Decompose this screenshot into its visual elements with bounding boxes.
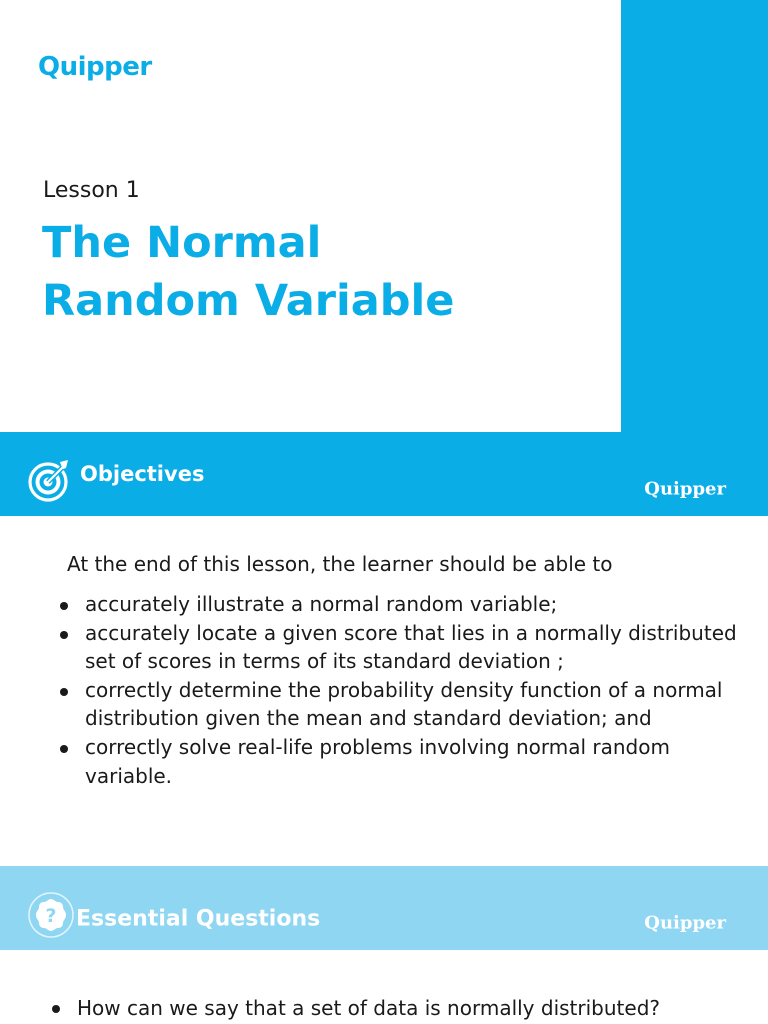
objectives-title: Objectives [80, 462, 205, 486]
list-item: How can we say that a set of data is normally distributed? [50, 994, 760, 1022]
list-item: accurately locate a given score that lies in a normally distributed set of scores in terms of its standard deviation ; [58, 619, 748, 676]
essential-questions-title: Essential Questions [76, 906, 321, 932]
lesson-title-line: Random Variable [42, 276, 455, 326]
question-icon [27, 890, 77, 940]
lesson-label: Lesson 1 [43, 178, 140, 203]
essential-questions-body [0, 950, 768, 1024]
list-item: accurately illustrate a normal random variable; [58, 590, 748, 619]
objectives-brand: Quipper [644, 478, 726, 500]
list-item: correctly determine the probability density function of a normal distribution given the mean and standard deviation; and [58, 676, 748, 733]
objectives-list [58, 590, 748, 790]
essential-questions-brand: Quipper [644, 912, 726, 934]
lesson-title [42, 214, 602, 330]
objectives-header [0, 432, 768, 516]
title-slide [0, 0, 768, 432]
brand-logo: Quipper [38, 52, 152, 82]
list-item: correctly solve real-life problems involving normal random variable. [58, 733, 748, 790]
essential-questions-header [0, 866, 768, 950]
svg-text:?: ? [45, 905, 57, 927]
essential-questions-list [50, 994, 760, 1022]
objectives-intro: At the end of this lesson, the learner should be able to [67, 552, 613, 576]
lesson-title-line: The Normal [42, 218, 322, 268]
objectives-body [0, 516, 768, 866]
accent-stripe [621, 0, 768, 432]
target-icon [27, 457, 73, 503]
